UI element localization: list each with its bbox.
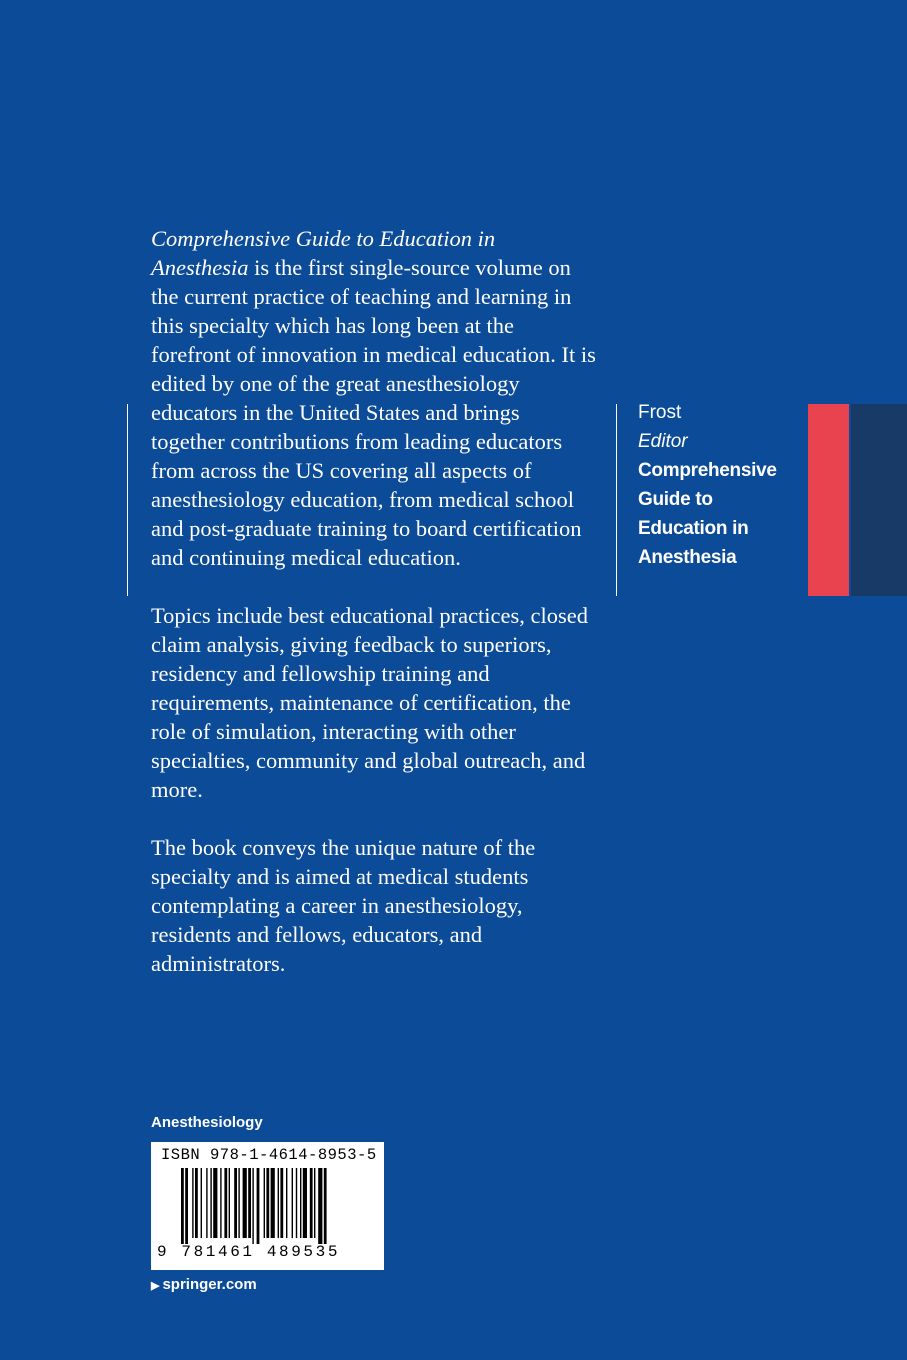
publisher-site[interactable] bbox=[151, 1276, 257, 1293]
barcode-bar bbox=[257, 1168, 260, 1244]
isbn-label: ISBN 978-1-4614-8953-5 bbox=[161, 1146, 377, 1164]
barcode-panel bbox=[151, 1142, 384, 1270]
book-title-line-3: Education in bbox=[638, 518, 749, 539]
barcode-bar bbox=[213, 1168, 217, 1238]
barcode-bar bbox=[210, 1168, 211, 1238]
navy-color-band bbox=[851, 404, 907, 596]
book-title-italic: Comprehensive Guide to Education in Anesthesia bbox=[151, 226, 496, 280]
barcode-bar bbox=[266, 1168, 269, 1238]
barcode-bar bbox=[192, 1168, 193, 1238]
description-paragraph-1 bbox=[151, 224, 596, 572]
barcode-bar bbox=[243, 1168, 247, 1238]
barcode-bar bbox=[201, 1168, 202, 1238]
red-color-band bbox=[808, 404, 849, 596]
triangle-right-icon: ▶ bbox=[151, 1280, 160, 1292]
book-title-line-4: Anesthesia bbox=[638, 547, 737, 568]
barcode-bar bbox=[264, 1168, 265, 1238]
barcode-bar bbox=[248, 1168, 251, 1238]
barcode-bar bbox=[292, 1168, 293, 1238]
barcode-bar bbox=[300, 1168, 301, 1238]
barcode-bar bbox=[229, 1168, 230, 1238]
barcode-bar bbox=[238, 1168, 239, 1238]
barcode-bar bbox=[220, 1168, 221, 1238]
barcode-bar bbox=[252, 1168, 253, 1244]
barcode-bar bbox=[206, 1168, 207, 1238]
right-vertical-rule bbox=[616, 404, 617, 596]
subject-category: Anesthesiology bbox=[151, 1114, 263, 1131]
book-title-line-1: Comprehensive bbox=[638, 460, 777, 481]
barcode-bar bbox=[224, 1168, 227, 1238]
barcode-bar bbox=[278, 1168, 279, 1238]
back-cover-description bbox=[151, 224, 596, 1007]
barcode-bar bbox=[324, 1168, 327, 1244]
barcode-bar bbox=[314, 1168, 315, 1238]
barcode-bar bbox=[296, 1168, 297, 1238]
description-paragraph-2: Topics include best educational practices, closed claim analysis, giving feedback to superiors, residency and fellowship training and requirements, maintenance of certification, the role of simulation, interacting with other specialties, community and global outreach, and more. bbox=[151, 603, 589, 802]
barcode-bar bbox=[234, 1168, 237, 1238]
barcode-bar bbox=[280, 1168, 283, 1238]
cover-title-block bbox=[638, 398, 808, 572]
ean-digits: 9 781461 489535 bbox=[157, 1243, 341, 1261]
barcode-bar bbox=[318, 1168, 322, 1244]
barcode-bar bbox=[185, 1168, 188, 1244]
left-vertical-rule bbox=[127, 404, 128, 596]
barcode-bar bbox=[271, 1168, 275, 1238]
barcode-bar bbox=[303, 1168, 307, 1238]
description-paragraph-3: The book conveys the unique nature of the specialty and is aimed at medical students contemplating a career in anesthesiology, residents and fellows, educators, and administrators. bbox=[151, 835, 536, 976]
barcode-bar bbox=[286, 1168, 287, 1238]
description-p1-text: is the first single-source volume on the current practice of teaching and learning in this specialty which has long been at the forefront of innovation in medical education. It is edited by one of the great anesthesiology educators in the United States and brings together contributions from leading educators from across the US covering all aspects of anesthesiology education, from medical school and post-graduate training to board certification and continuing medical education. bbox=[151, 255, 596, 570]
author-role: Editor bbox=[638, 431, 688, 452]
barcode-icon bbox=[181, 1168, 361, 1244]
author-name: Frost bbox=[638, 402, 682, 423]
barcode-bar bbox=[310, 1168, 313, 1238]
book-title-line-2: Guide to bbox=[638, 489, 713, 510]
barcode-bar bbox=[195, 1168, 198, 1238]
publisher-site-label: springer.com bbox=[162, 1276, 257, 1293]
barcode-bar bbox=[181, 1168, 184, 1244]
